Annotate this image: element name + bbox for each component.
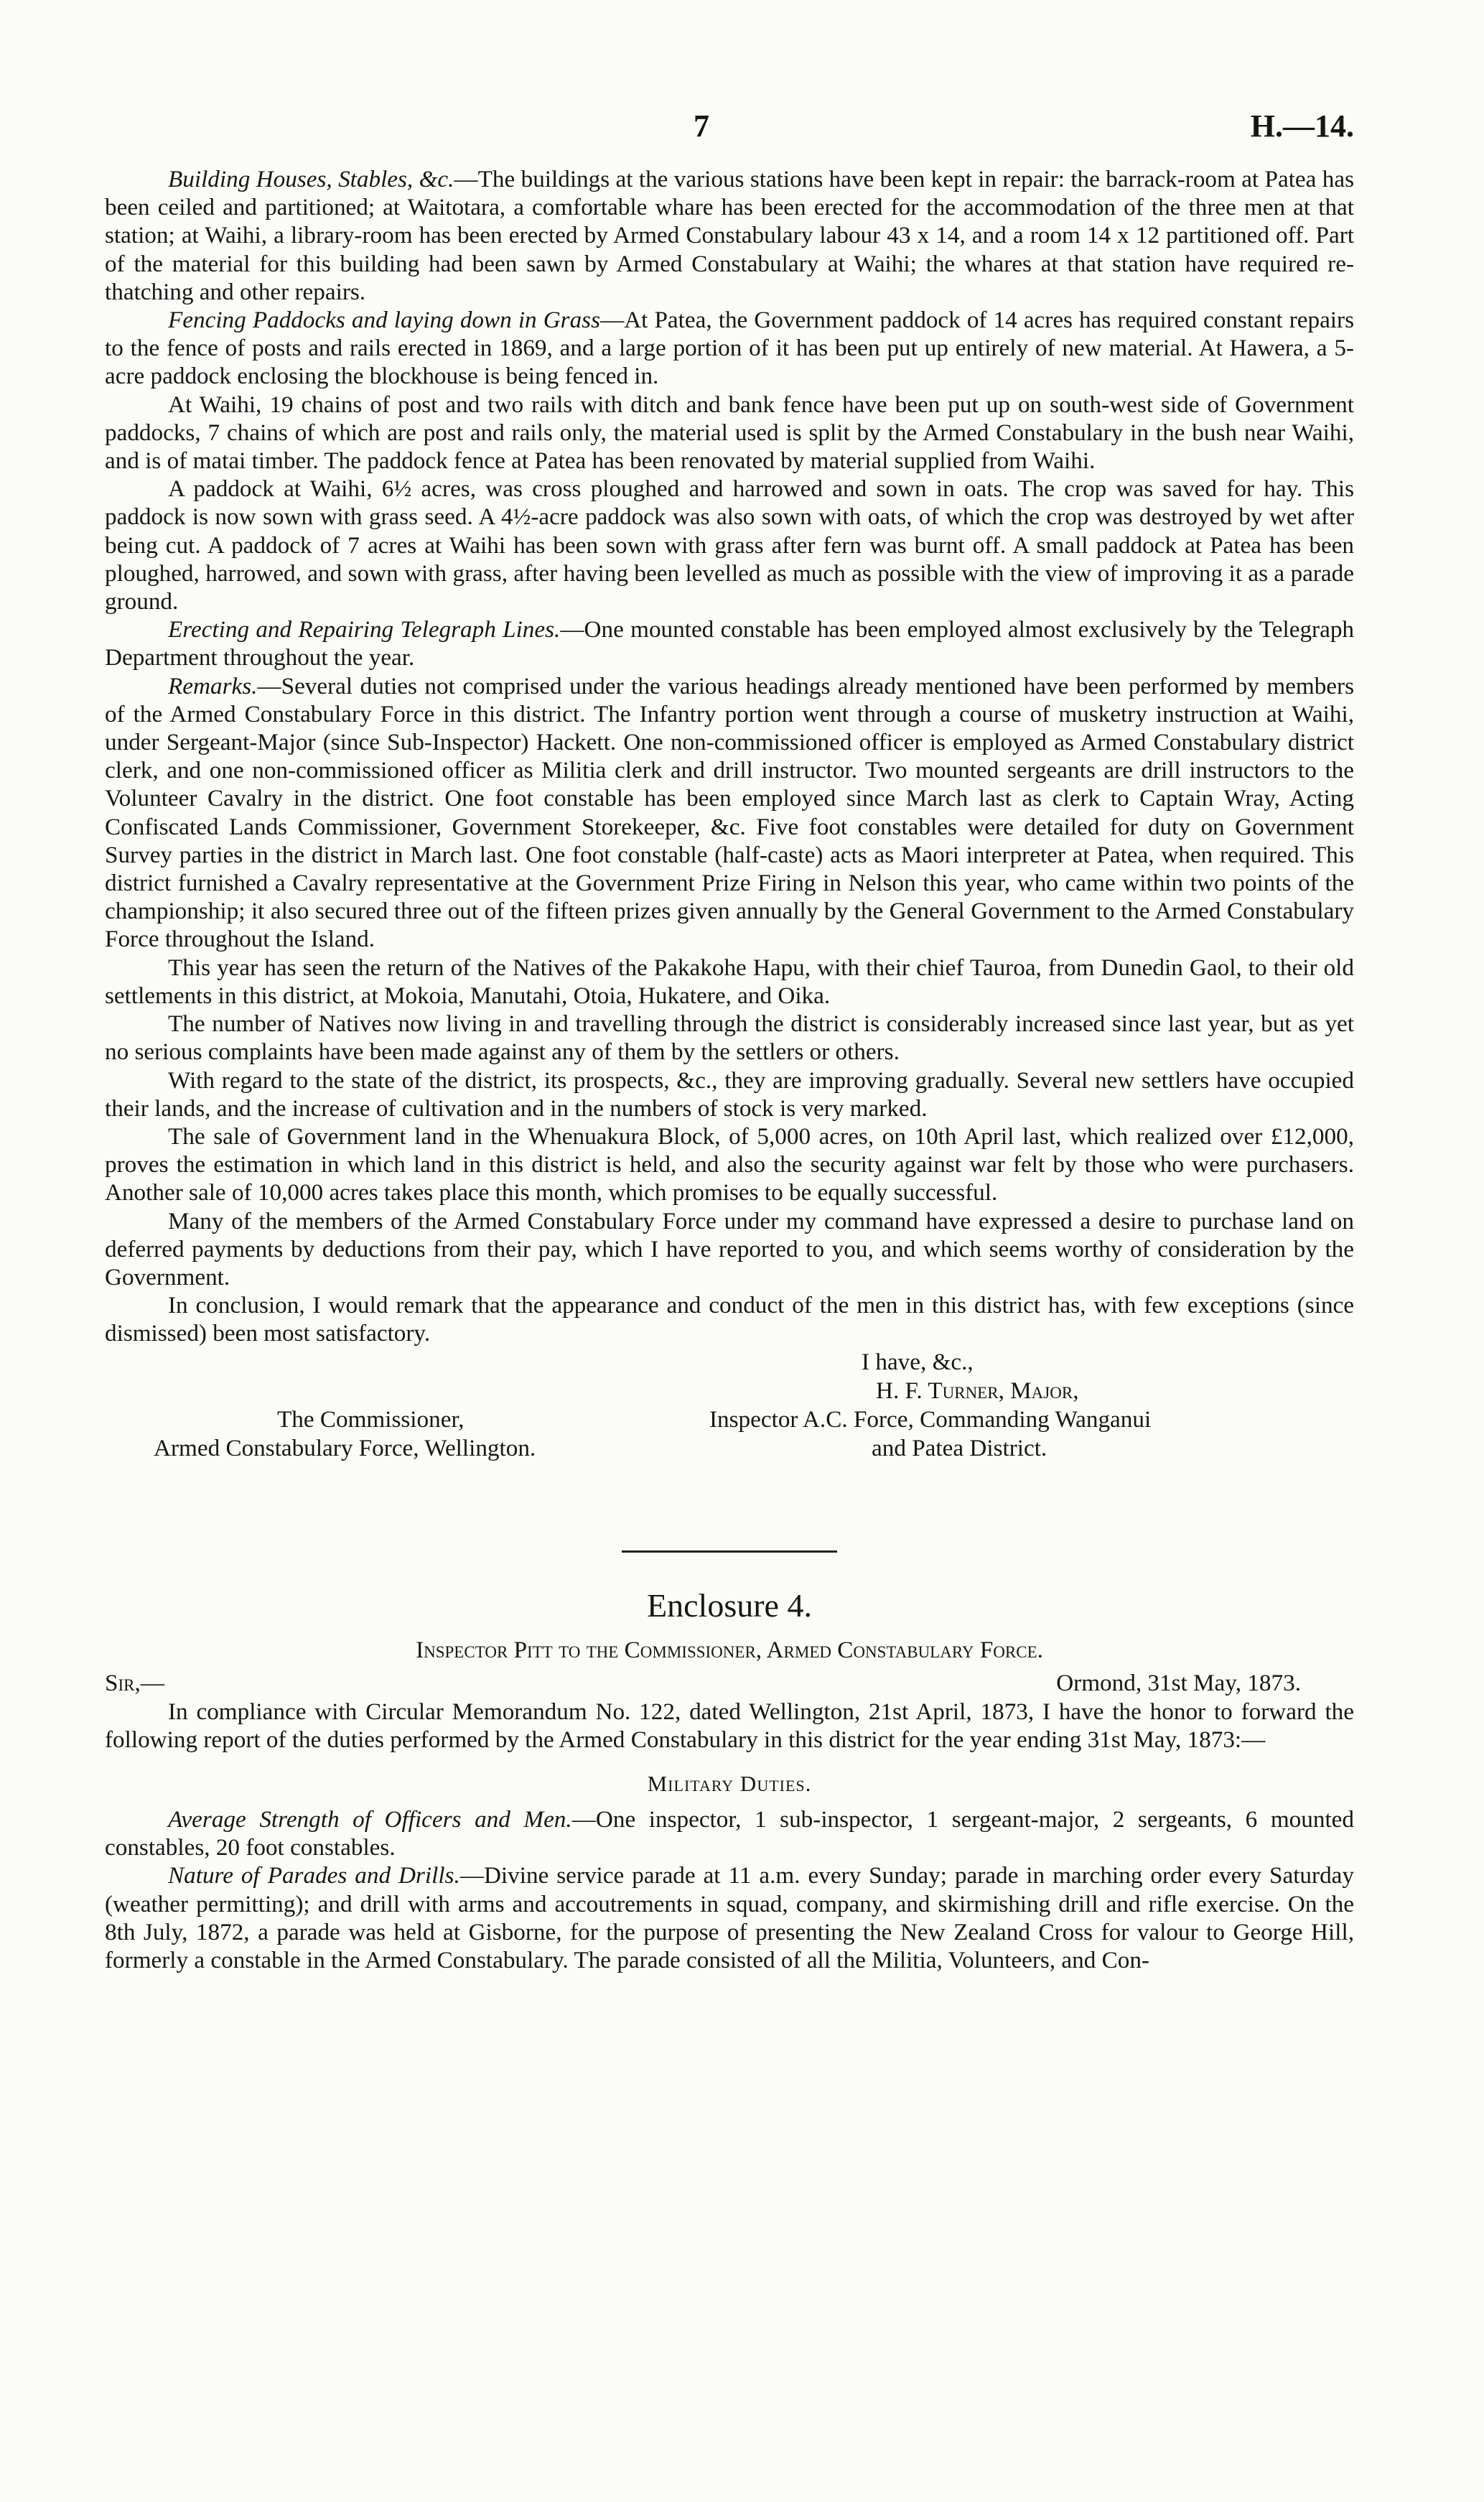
paragraph	[105, 1122, 1354, 1207]
section-divider	[622, 1550, 837, 1553]
paragraph-text: At Waihi, 19 chains of post and two rails with ditch and bank fence have been put up on south-west side of Government paddocks, 7 chains of which are post and rails only, the material used is split by the Armed Constabulary in the bush near Waihi, and is of matai timber. The paddock fence at Patea has been renovated by material supplied from Waihi.	[105, 391, 1354, 475]
paragraph	[105, 1805, 1354, 1861]
paragraph-heading: Remarks.	[168, 672, 258, 699]
paragraph-text: The number of Natives now living in and travelling through the district is considerably increased since last year, but as yet no serious complaints have been made against any of them by the settlers or others.	[105, 1010, 1354, 1066]
paragraph-heading: Average Strength of Officers and Men.	[168, 1805, 572, 1833]
paragraph	[105, 615, 1354, 671]
document-page	[105, 108, 1354, 1974]
paragraph-text: —One inspector, 1 sub-inspector, 1 sergeant-major, 2 sergeants, 6 mounted constables, 20 foot constables.	[105, 1805, 1354, 1861]
addressee-line-2: Armed Constabulary Force, Wellington.	[154, 1434, 536, 1461]
signature-block	[105, 1348, 1354, 1497]
paragraph	[105, 475, 1354, 615]
paragraph-text: —At Patea, the Government paddock of 14 acres has required constant repairs to the fence of posts and rails erected in 1869, and a large portion of it has been put up entirely of new material. At Hawera, a 5-acre paddock enclosing the blockhouse is being fenced in.	[105, 307, 1354, 390]
page-number: 7	[694, 108, 709, 144]
closing: I have, &c.,	[862, 1348, 974, 1375]
page-header	[105, 108, 1354, 165]
paragraph	[105, 165, 1354, 306]
paragraph-text: —Several duties not comprised under the various headings already mentioned have been performed by members of the Armed Constabulary Force in this district. The Infantry portion went through a course of musketry instruction at Waihi, under Sergeant-Major (since Sub-Inspector) Hackett. One non-commissioned officer is employed as Armed Constabulary district clerk, and one non-commissioned officer as Militia clerk and drill instructor. Two mounted sergeants are drill instructors to the Volunteer Cavalry in the district. One foot constable has been employed since March last as clerk to Captain Wray, Acting Confiscated Lands Commissioner, Government Storekeeper, &c. Five foot constables were detailed for duty on Government Survey parties in the district in March last. One foot constable (half-caste) acts as Maori interpreter at Patea, when required. This district furnished a Cavalry representative at the Government Prize Firing in Nelson this year, who came within two points of the championship; it also secured three out of the fifteen prizes given annually by the General Government to the Armed Constabulary Force throughout the Island.	[105, 672, 1354, 953]
signatory-name: H. F. Turner, Major,	[876, 1377, 1079, 1404]
paragraph-heading: Fencing Paddocks and laying down in Grass	[168, 307, 601, 334]
paragraph-text: —The buildings at the various stations have been kept in repair: the barrack-room at Patea has been ceiled and partitioned; at Waitotara, a comfortable whare has been erected for the accommodation of the three men at that station; at Waihi, a library-room has been erected by Armed Constabulary labour 43 x 14, and a room 14 x 12 partitioned off. Part of the material for this building had been sawn by Armed Constabulary at Waihi; the whares at that station have required re-thatching and other repairs.	[105, 166, 1354, 305]
paragraph	[105, 1291, 1354, 1347]
report-body	[105, 165, 1354, 1348]
paragraph-text: Many of the members of the Armed Constabulary Force under my command have expressed a desire to purchase land on deferred payments by deductions from their pay, which I have reported to you, and which seems worthy of consideration by the Government.	[105, 1207, 1354, 1290]
paragraph-text: In conclusion, I would remark that the appearance and conduct of the men in this district has, with few exceptions (since dismissed) been most satisfactory.	[105, 1292, 1354, 1347]
paragraph	[105, 672, 1354, 954]
paragraph	[105, 954, 1354, 1010]
signatory-title-line-2: and Patea District.	[872, 1434, 1047, 1461]
paragraph	[105, 1066, 1354, 1122]
signatory-title-line-1: Inspector A.C. Force, Commanding Wanganui	[709, 1405, 1152, 1433]
intro-paragraph: In compliance with Circular Memorandum No. 122, dated Wellington, 21st April, 1873, I have the honor to forward the following report of the duties performed by the Armed Constabulary in this district for the year ending 31st May, 1873:—	[105, 1698, 1354, 1753]
paragraph-heading: Erecting and Repairing Telegraph Lines.	[168, 616, 561, 643]
paragraph-heading: Building Houses, Stables, &c.	[168, 166, 454, 192]
paragraph-text: The sale of Government land in the Whenuakura Block, of 5,000 acres, on 10th April last, which realized over £12,000, proves the estimation in which land in this district is held, and also the security against war felt by those who were purchasers. Another sale of 10,000 acres takes place this month, which promises to be equally successful.	[105, 1122, 1354, 1206]
paragraph	[105, 306, 1354, 391]
paragraph	[105, 391, 1354, 475]
salutation: Sir,—	[105, 1669, 164, 1696]
dateline: Ormond, 31st May, 1873.	[1056, 1669, 1301, 1696]
paragraph	[105, 1861, 1354, 1974]
paragraph-text: With regard to the state of the district, its prospects, &c., they are improving gradually. Several new settlers have occupied their lands, and the increase of cultivation and in the numbers of stock is very marked.	[105, 1066, 1354, 1122]
document-reference: H.—14.	[1250, 108, 1354, 144]
enclosure-4	[105, 1586, 1354, 1975]
enclosure-title: Enclosure 4.	[647, 1586, 812, 1624]
paragraph-text: —One mounted constable has been employed almost exclusively by the Telegraph Department throughout the year.	[105, 616, 1355, 671]
paragraph-heading: Nature of Parades and Drills.	[168, 1862, 460, 1889]
addressee-line-1: The Commissioner,	[277, 1405, 465, 1433]
paragraph	[105, 1010, 1354, 1066]
paragraph-text: A paddock at Waihi, 6½ acres, was cross ploughed and harrowed and sown in oats. The crop was saved for hay. This paddock is now sown with grass seed. A 4½-acre paddock was also sown with oats, of which the crop was destroyed by wet after being cut. A paddock of 7 acres at Waihi has been sown with grass after fern was burnt off. A small paddock at Patea has been ploughed, harrowed, and sown with grass, after having been levelled as much as possible with the view of improving it as a parade ground.	[105, 475, 1354, 615]
paragraph	[105, 1207, 1354, 1292]
salutation-row	[105, 1669, 1354, 1698]
paragraph-text: This year has seen the return of the Natives of the Pakakohe Hapu, with their chief Tauroa, from Dunedin Gaol, to their old settlements in this district, at Mokoia, Manutahi, Otoia, Hukatere, and Oika.	[105, 954, 1354, 1009]
enclosure-subtitle: Inspector Pitt to the Commissioner, Armed Constabulary Force.	[416, 1636, 1043, 1663]
section-heading: Military Duties.	[647, 1770, 812, 1796]
paragraph-text: —Divine service parade at 11 a.m. every Sunday; parade in marching order every Saturday (weather permitting); and drill with arms and accoutrements in squad, company, and skirmishing drill and rifle exercise. On the 8th July, 1872, a parade was held at Gisborne, for the purpose of presenting the New Zealand Cross for valour to George Hill, formerly a constable in the Armed Constabulary. The parade consisted of all the Militia, Volunteers, and Con-	[105, 1862, 1354, 1973]
